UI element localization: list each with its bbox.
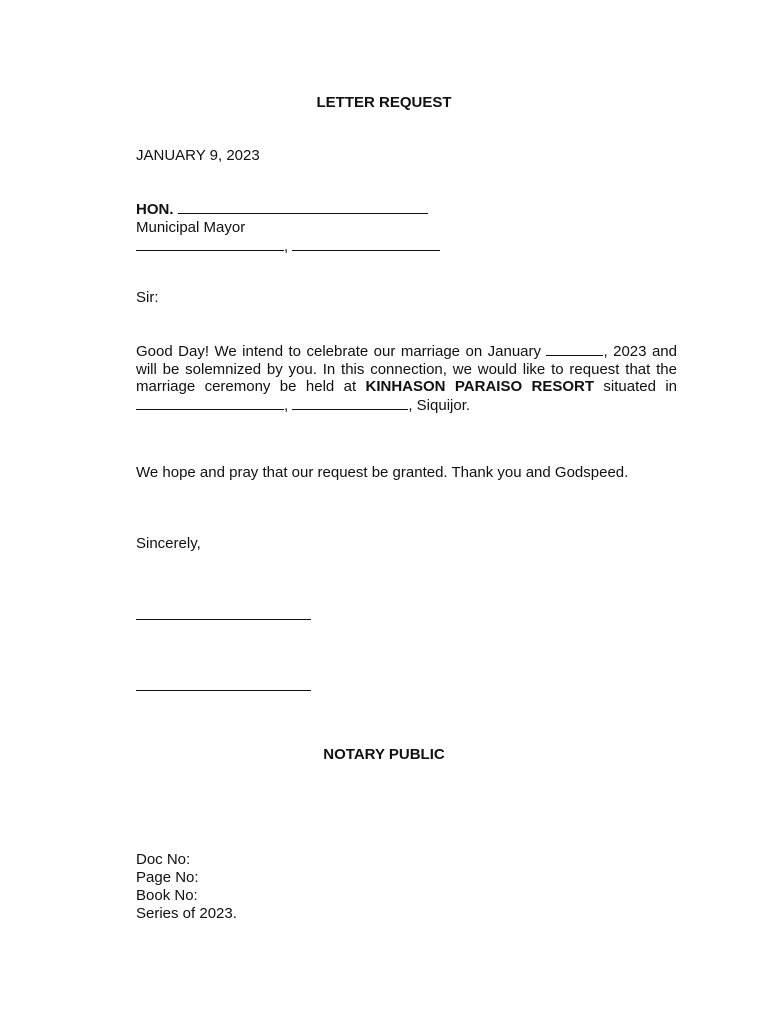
address-blank-2 [292, 237, 440, 251]
paragraph-1-part-1: Good Day! We intend to celebrate our marriage on January [136, 343, 547, 360]
addressee-name-line [136, 200, 440, 219]
address-blank-1 [136, 237, 284, 251]
mayor-name-blank [178, 200, 428, 214]
signature-line-1 [136, 619, 311, 620]
municipality-blank [292, 396, 408, 410]
signature-line-2 [136, 690, 311, 691]
salutation: Sir: [136, 289, 159, 306]
paragraph-1-part-3: situated in [594, 378, 678, 395]
paragraph-1-part-2: , 2023 and will be solemnized by you. In this connection, we would like to request that the marriage ceremony be held at [136, 343, 677, 395]
addressee-position: Municipal Mayor [136, 219, 246, 236]
page-no-label: Page No: [136, 869, 199, 886]
paragraph-1-part-5: , Siquijor. [408, 396, 471, 414]
letter-title: LETTER REQUEST [316, 94, 452, 111]
address-separator: , [284, 238, 289, 255]
paragraph-1-part-4: , [284, 396, 293, 414]
venue-name: KINHASON PARAISO RESORT [365, 378, 595, 395]
closing: Sincerely, [136, 535, 201, 552]
letter-date: JANUARY 9, 2023 [136, 147, 260, 164]
notary-heading: NOTARY PUBLIC [323, 746, 445, 763]
paragraph-1 [136, 342, 677, 414]
paragraph-2: We hope and pray that our request be granted. Thank you and Godspeed. [136, 464, 629, 481]
book-no-label: Book No: [136, 887, 198, 904]
addressee-block [136, 200, 440, 256]
series-label: Series of 2023. [136, 905, 237, 922]
barangay-blank [136, 396, 284, 410]
addressee-address-line [136, 237, 440, 256]
notary-fields [136, 851, 237, 923]
marriage-day-blank [546, 342, 603, 356]
doc-no-label: Doc No: [136, 851, 191, 868]
hon-label: HON. [136, 201, 174, 218]
